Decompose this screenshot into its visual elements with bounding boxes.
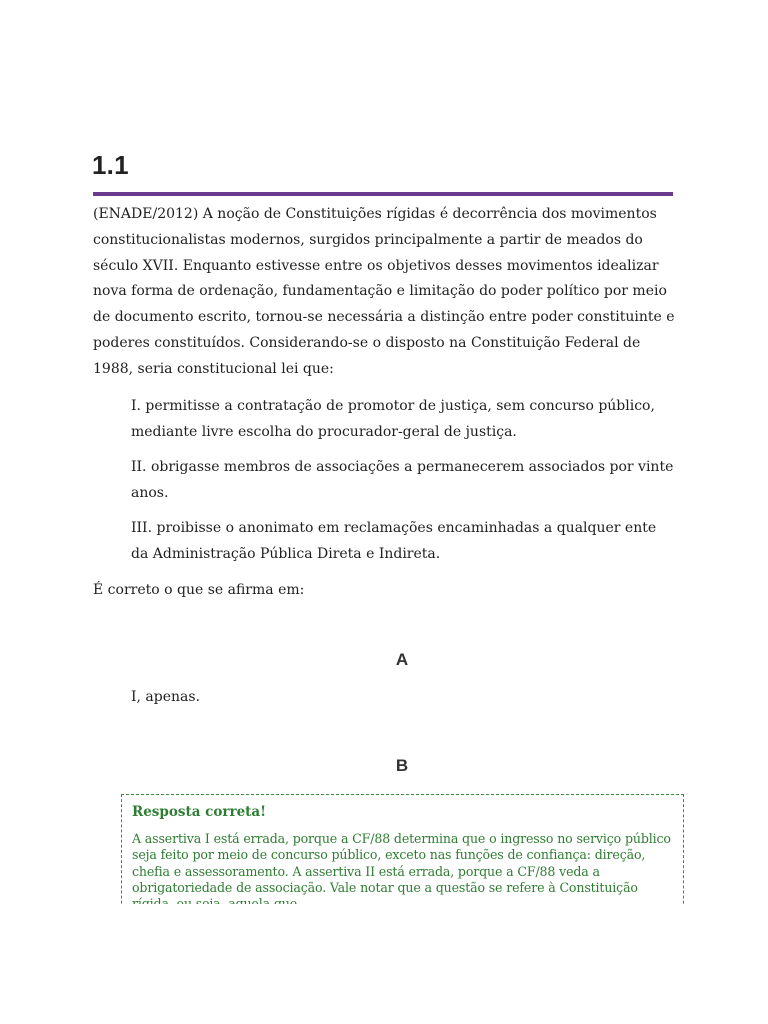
assertive-item-1: I. permitisse a contratação de promotor de justiça, sem concurso público, mediante livre escolha do procurador-geral de justiça. — [131, 398, 655, 440]
feedback-explanation: A assertiva I está errada, porque a CF/88 determina que o ingresso no serviço público seja feito por meio de concurso público, exceto nas funções de confiança: direção, chefia e assessoramento. A assertiva II está errada, porque a CF/88 veda a obrigatoriedade de associação. Vale notar que a questão se refere à Constituição — [132, 831, 671, 895]
assertive-item-3: III. proibisse o anonimato em reclamações encaminhadas a qualquer ente da Administração Pública Direta e Indireta. — [131, 520, 657, 562]
title-divider — [93, 192, 673, 196]
option-a-text[interactable]: I, apenas. — [131, 689, 201, 705]
option-b-letter[interactable]: B — [395, 756, 409, 775]
assertive-list — [131, 393, 676, 576]
option-a-letter[interactable]: A — [395, 650, 409, 669]
feedback-title: Resposta correta! — [132, 804, 267, 820]
question-number: 1.1 — [92, 150, 129, 180]
question-stem: (ENADE/2012) A noção de Constituições rígidas é decorrência dos movimentos constitucionalistas modernos, surgidos principalmente a partir de meados do século XVII. Enquanto estivesse entre os objetivos desses movimentos idealizar nova forma de ordenação, fundamentação e limitação do poder político por meio de documento escrito, tornou-se necessária a distinção entre poder constituinte e poderes constituídos. Considerando-se o disposto na Constituição Federal de 1988, seria constitucional lei que: — [93, 206, 675, 377]
question-prompt: É correto o que se afirma em: — [93, 582, 305, 598]
assertive-item-2: II. obrigasse membros de associações a permanecerem associados por vinte anos. — [131, 459, 674, 501]
page-cut-mask — [115, 904, 695, 944]
